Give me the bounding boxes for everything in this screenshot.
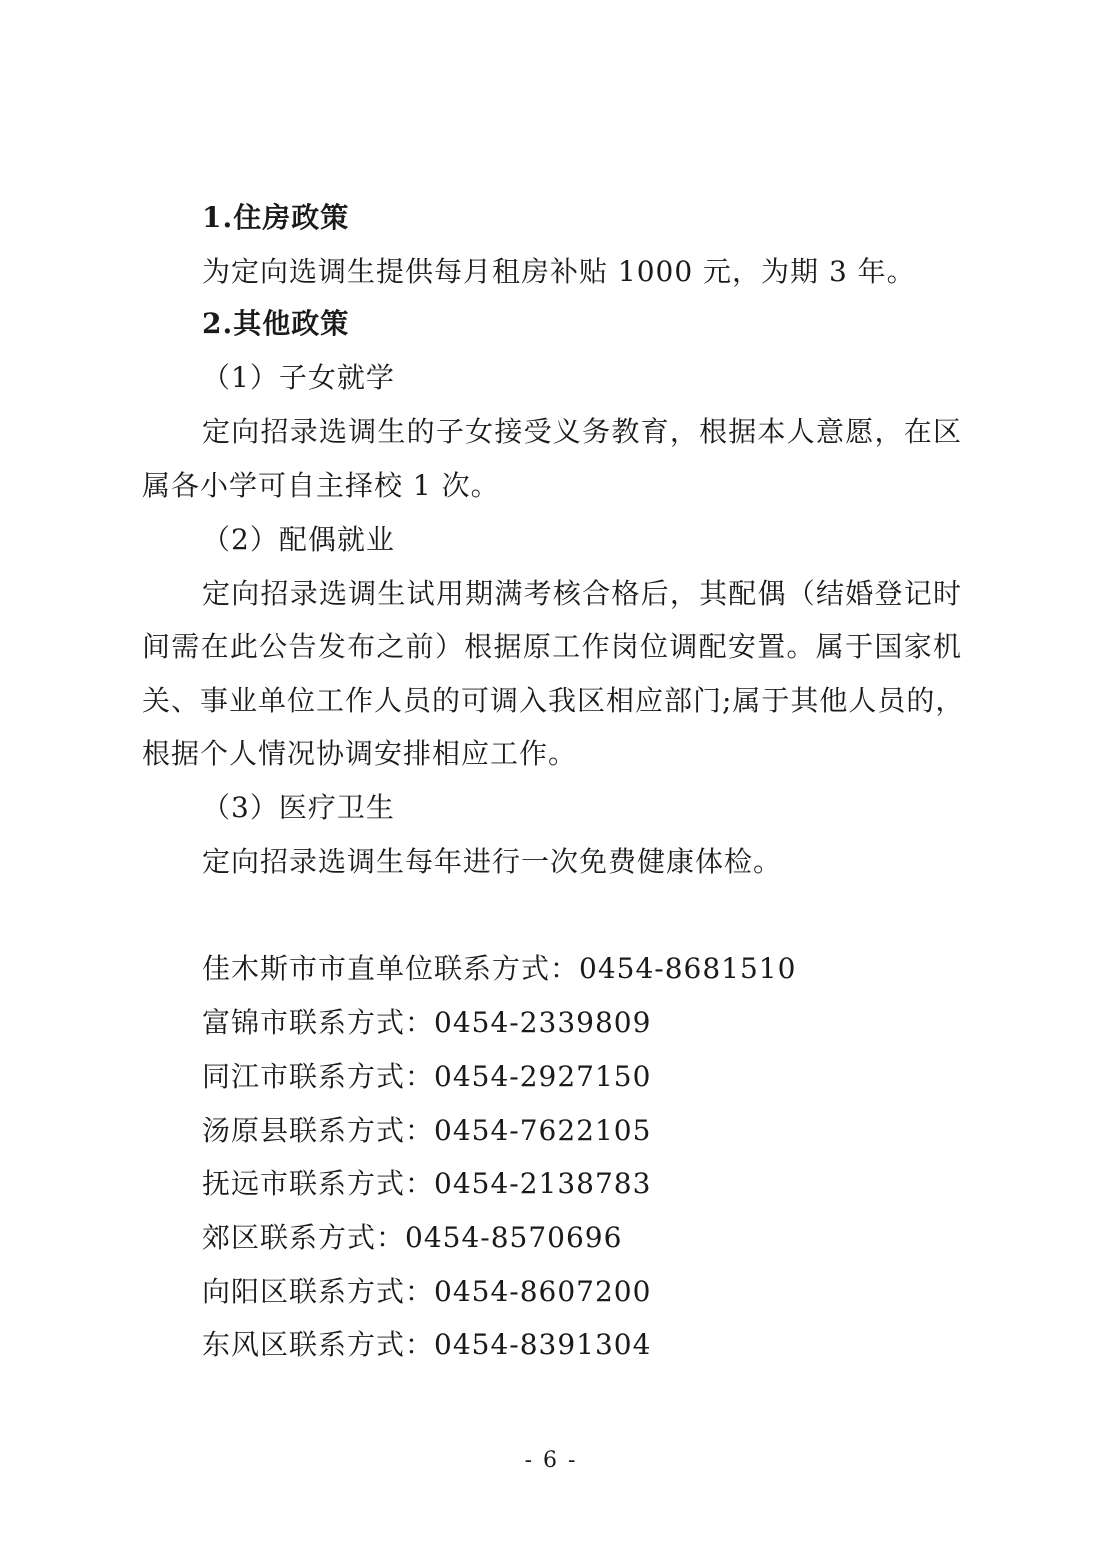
contact-fuyuan: 抚远市联系方式：0454-2138783 — [202, 1167, 652, 1200]
contact-dongfeng: 东风区联系方式：0454-8391304 — [202, 1328, 652, 1361]
subheading-spouse-employment: （2）配偶就业 — [202, 523, 395, 556]
contact-fujin: 富锦市联系方式：0454-2339809 — [202, 1006, 652, 1039]
contact-xiangyang: 向阳区联系方式：0454-8607200 — [202, 1275, 652, 1308]
medical-text: 定向招录选调生每年进行一次免费健康体检。 — [202, 845, 783, 878]
spouse-text-line-4: 根据个人情况协调安排相应工作。 — [142, 737, 578, 770]
housing-policy-text: 为定向选调生提供每月租房补贴 1000 元，为期 3 年。 — [202, 255, 916, 288]
heading-other-policy: 2.其他政策 — [202, 307, 350, 340]
heading-housing-policy: 1.住房政策 — [202, 201, 350, 234]
page-number: - 6 - — [524, 1448, 578, 1473]
education-text-line-2: 属各小学可自主择校 1 次。 — [142, 469, 500, 502]
contact-tangyuan: 汤原县联系方式：0454-7622105 — [202, 1114, 652, 1147]
contact-tongjiang: 同江市联系方式：0454-2927150 — [202, 1060, 652, 1093]
spouse-text-line-2: 间需在此公告发布之前）根据原工作岗位调配安置。属于国家机 — [142, 630, 962, 663]
contact-jiamusi: 佳木斯市市直单位联系方式：0454-8681510 — [202, 952, 797, 985]
subheading-children-education: （1）子女就学 — [202, 361, 395, 394]
contact-jiaoqu: 郊区联系方式：0454-8570696 — [202, 1221, 623, 1254]
spouse-text-line-1: 定向招录选调生试用期满考核合格后，其配偶（结婚登记时 — [202, 577, 962, 610]
spouse-text-line-3: 关、事业单位工作人员的可调入我区相应部门;属于其他人员的， — [142, 684, 965, 717]
education-text-line-1: 定向招录选调生的子女接受义务教育，根据本人意愿，在区 — [202, 415, 962, 448]
subheading-medical: （3）医疗卫生 — [202, 791, 395, 824]
